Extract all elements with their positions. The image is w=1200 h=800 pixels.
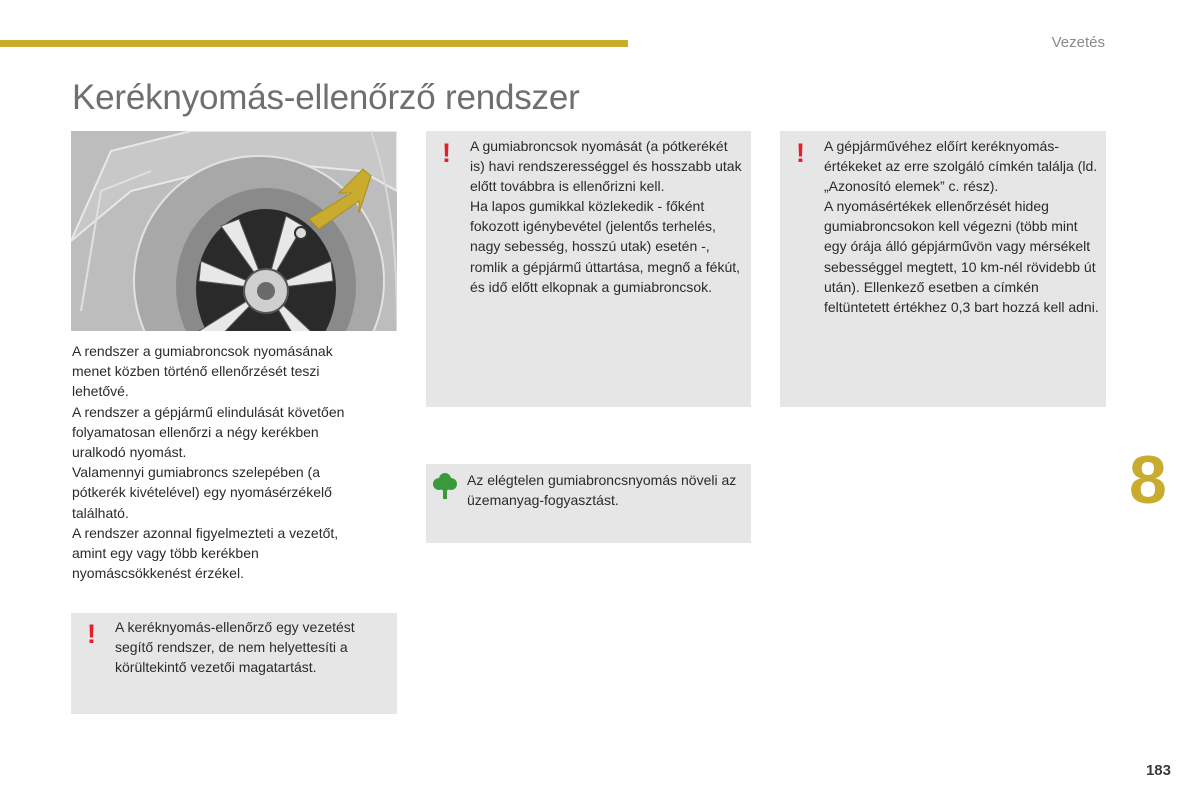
warning-icon: ! (442, 138, 451, 168)
intro-paragraph: A rendszer azonnal figyelmezteti a vezetőt, amint egy vagy több kerékben nyomáscsökkenést érzékel. (72, 524, 339, 582)
warning-text: A gépjárművéhez előírt keréknyomás-értékeket az erre szolgáló címkén találja (ld. „Azonosító elemek” c. rész). (824, 138, 1098, 195)
wheel-with-arrow-illustration (71, 131, 397, 331)
eco-note-text: Az elégtelen gumiabroncsnyomás növeli az üzemanyag-fogyasztást. (467, 472, 737, 509)
eco-note-box (426, 464, 751, 543)
eco-tree-icon (433, 472, 457, 500)
warning-text: A nyomásértékek ellenőrzését hideg gumiabroncsokon kell végezni (több mint egy órája álló gépjárművön vagy mérsékelt sebességgel megtett, 10 km-nél rövidebb út után). Ellenkező esetben a címkén feltüntetett értékhez 0,3 bart hozzá kell adni. (824, 198, 1099, 315)
intro-text (72, 341, 372, 583)
warning-box-pressure-values (780, 131, 1106, 407)
warning-text: Ha lapos gumikkal közlekedik - főként fokozott igénybevétel (jelentős terhelés, nagy sebesség, hosszú utak) esetén -, romlik a gépjármű úttartása, megnő a fékút, és idő előtt elkopnak a gumiabroncsok. (470, 198, 741, 295)
warning-box-driver-aid (71, 613, 397, 714)
intro-paragraph: A rendszer a gumiabroncsok nyomásának menet közben történő ellenőrzését teszi lehetővé. (72, 343, 333, 400)
warning-text: A gumiabroncsok nyomását (a pótkerékét is) havi rendszerességgel és hosszabb utak előtt továbbra is ellenőrizni kell. (470, 138, 742, 195)
page-title: Keréknyomás-ellenőrző rendszer (72, 78, 580, 117)
page-number: 183 (1145, 762, 1171, 779)
warning-text: A keréknyomás-ellenőrző egy vezetést segítő rendszer, de nem helyettesíti a körültekintő vezetői magatartást. (115, 619, 355, 676)
chapter-number: 8 (1129, 442, 1167, 518)
warning-icon: ! (796, 138, 805, 168)
section-label: Vezetés (1051, 34, 1105, 51)
intro-paragraph: A rendszer a gépjármű elindulását követően folyamatosan ellenőrzi a négy kerékben uralkodó nyomást. (72, 403, 345, 461)
intro-paragraph: Valamennyi gumiabroncs szelepében (a pótkerék kivételével) egy nyomásérzékelő található. (72, 464, 332, 521)
warning-icon: ! (87, 619, 96, 649)
warning-box-monthly-check (426, 131, 751, 407)
header-accent-bar (0, 40, 628, 47)
